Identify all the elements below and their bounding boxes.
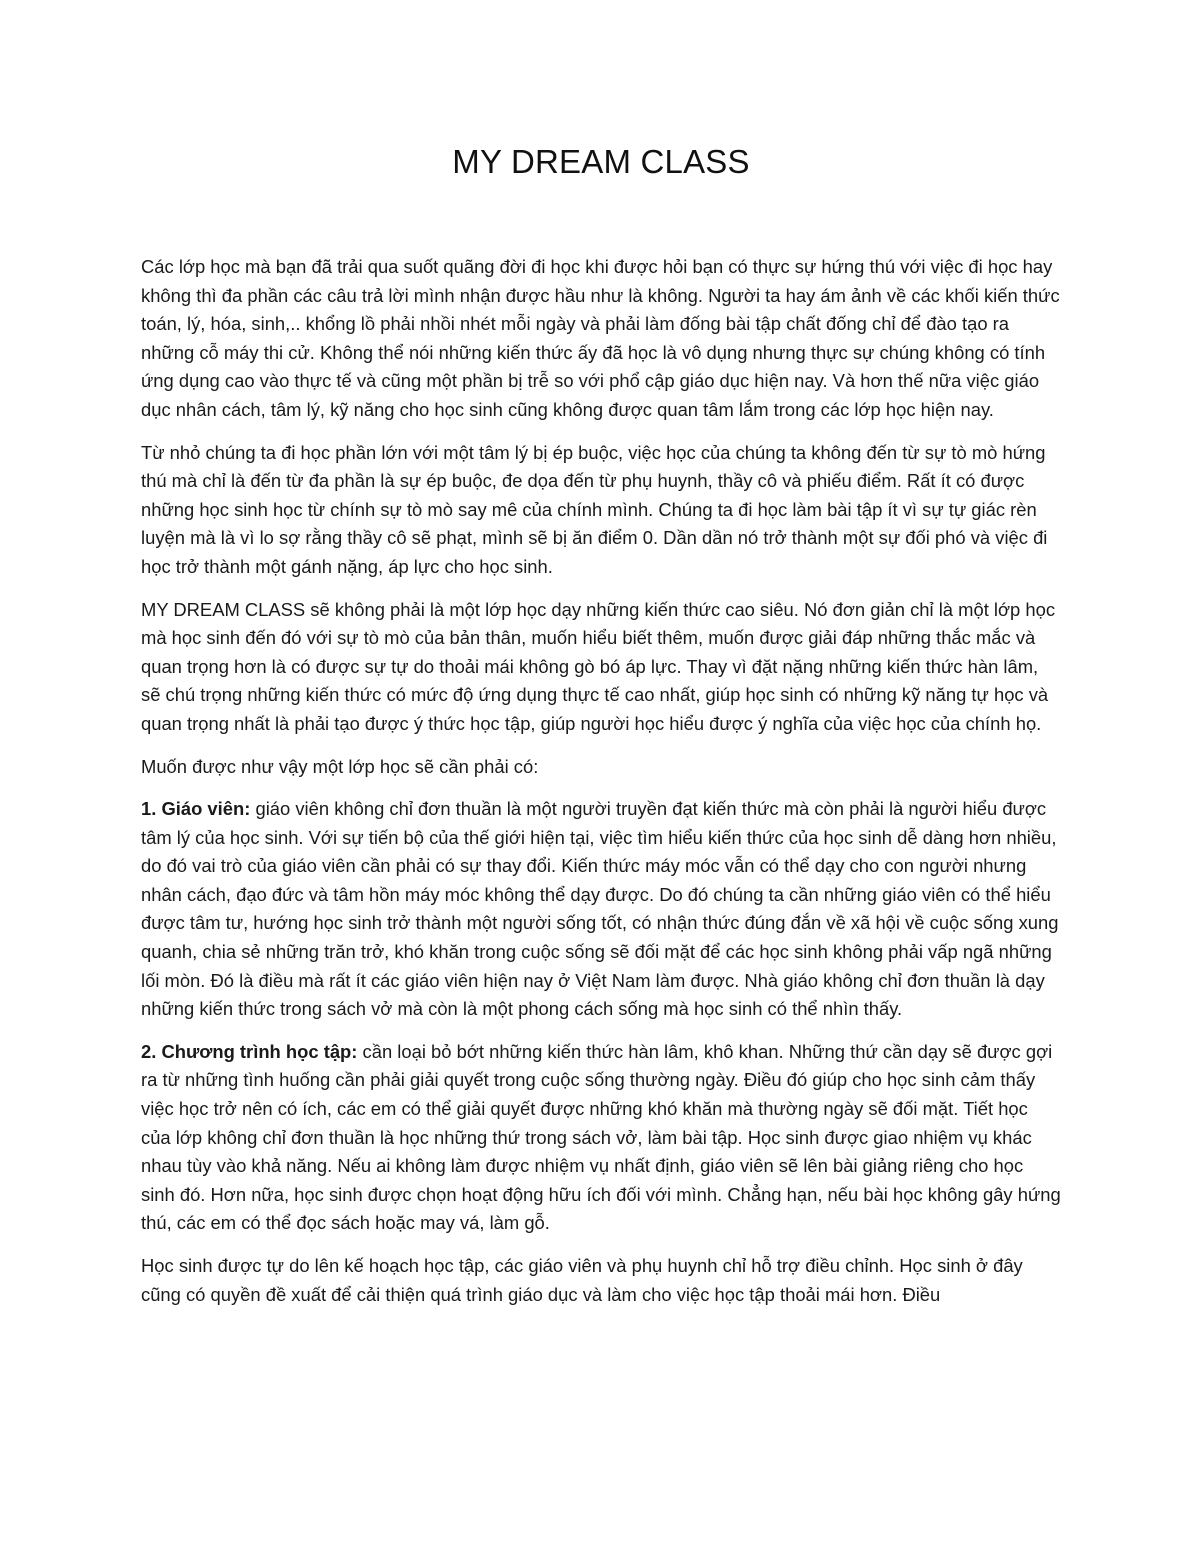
paragraph-text: MY DREAM CLASS sẽ không phải là một lớp học dạy những kiến thức cao siêu. Nó đơn giản chỉ là một lớp học mà học sinh đến đó với sự tò mò của bản thân, muốn hiểu biết thêm, muốn được giải đáp những thắc mắc và quan trọng hơn là có được sự tự do thoải mái không gò bó áp lực. Thay vì đặt nặng những kiến thức hàn lâm, sẽ chú trọng những kiến thức có mức độ ứng dụng thực tế cao nhất, giúp học sinh có những kỹ năng tự học và quan trọng nhất là phải tạo được ý thức học tập, giúp người học hiểu được ý nghĩa của việc học của chính họ. (141, 598, 1056, 734)
document-body (141, 253, 1061, 1323)
section-heading-teachers: 1. Giáo viên: (141, 798, 251, 820)
paragraph-text: Học sinh được tự do lên kế hoạch học tập, các giáo viên và phụ huynh chỉ hỗ trợ điều chỉnh. Học sinh ở đây cũng có quyền đề xuất để cải thiện quá trình giáo dục và làm cho việc học tập thoải mái hơn. Điều (141, 1255, 1023, 1305)
section-heading-curriculum: 2. Chương trình học tập: (141, 1040, 358, 1062)
paragraph-requirements-intro (141, 753, 1061, 782)
document-title: MY DREAM CLASS (452, 143, 750, 180)
paragraph-teachers (141, 795, 1061, 1024)
paragraph-intro (141, 253, 1061, 425)
paragraph-dream-class (141, 596, 1061, 739)
paragraph-text: cần loại bỏ bớt những kiến thức hàn lâm, khô khan. Những thứ cần dạy sẽ được gợi ra từ những tình huống cần phải giải quyết trong cuộc sống thường ngày. Điều đó giúp cho học sinh cảm thấy việc học trở nên có ích, các em có thể giải quyết được những khó khăn mà thường ngày sẽ đối mặt. Tiết học của lớp không chỉ đơn thuần là học những thứ trong sách vở, làm bài tập. Học sinh được giao nhiệm vụ khác nhau tùy vào khả năng. Nếu ai không làm được nhiệm vụ nhất định, giáo viên sẽ lên bài giảng riêng cho học sinh đó. Hơn nữa, học sinh được chọn hoạt động hữu ích đối với mình. Chẳng hạn, nếu bài học không gây hứng thú, các em có thể đọc sách hoặc may vá, làm gỗ. (141, 1040, 1061, 1234)
paragraph-text: Các lớp học mà bạn đã trải qua suốt quãng đời đi học khi được hỏi bạn có thực sự hứng thú với việc đi học hay không thì đa phần các câu trả lời mình nhận được hầu như là không. Người ta hay ám ảnh về các khối kiến thức toán, lý, hóa, sinh,.. khổng lồ phải nhồi nhét mỗi ngày và phải làm đống bài tập chất đống chỉ để đào tạo ra những cỗ máy thi cử. Không thể nói những kiến thức ấy đã học là vô dụng nhưng thực sự chúng không có tính ứng dụng cao vào thực tế và cũng một phần bị trễ so với phổ cập giáo dục hiện nay. Và hơn thế nữa việc giáo dục nhân cách, tâm lý, kỹ năng cho học sinh cũng không được quan tâm lắm trong các lớp học hiện nay. (141, 256, 1060, 420)
paragraph-text: giáo viên không chỉ đơn thuần là một người truyền đạt kiến thức mà còn phải là người hiểu được tâm lý của học sinh. Với sự tiến bộ của thế giới hiện tại, việc tìm hiểu kiến thức của học sinh dễ dàng hơn nhiều, do đó vai trò của giáo viên cần phải có sự thay đổi. Kiến thức máy móc vẫn có thể dạy cho con người nhưng nhân cách, đạo đức và tâm hồn máy móc không thể dạy được. Do đó chúng ta cần những giáo viên có thể hiểu được tâm tư, hướng học sinh trở thành một người sống tốt, có nhận thức đúng đắn về xã hội về cuộc sống xung quanh, chia sẻ những trăn trở, khó khăn trong cuộc sống sẽ đối mặt để các học sinh không phải vấp ngã những lối mòn. Đó là điều mà rất ít các giáo viên hiện nay ở Việt Nam làm được. Nhà giáo không chỉ đơn thuần là dạy những kiến thức trong sách vở mà còn là một phong cách sống mà học sinh có thể nhìn thấy. (141, 798, 1059, 1020)
paragraph-student-planning (141, 1252, 1061, 1309)
paragraph-text: Từ nhỏ chúng ta đi học phần lớn với một tâm lý bị ép buộc, việc học của chúng ta không đến từ sự tò mò hứng thú mà chỉ là đến từ đa phần là sự ép buộc, đe dọa đến từ phụ huynh, thầy cô và phiếu điểm. Rất ít có được những học sinh học từ chính sự tò mò say mê của chính mình. Chúng ta đi học làm bài tập ít vì sự tự giác rèn luyện mà là vì lo sợ rằng thầy cô sẽ phạt, mình sẽ bị ăn điểm 0. Dần dần nó trở thành một sự đối phó và việc đi học trở thành một gánh nặng, áp lực cho học sinh. (141, 441, 1048, 577)
paragraph-curriculum (141, 1038, 1061, 1238)
paragraph-childhood (141, 439, 1061, 582)
paragraph-text: Muốn được như vậy một lớp học sẽ cần phải có: (141, 755, 539, 777)
